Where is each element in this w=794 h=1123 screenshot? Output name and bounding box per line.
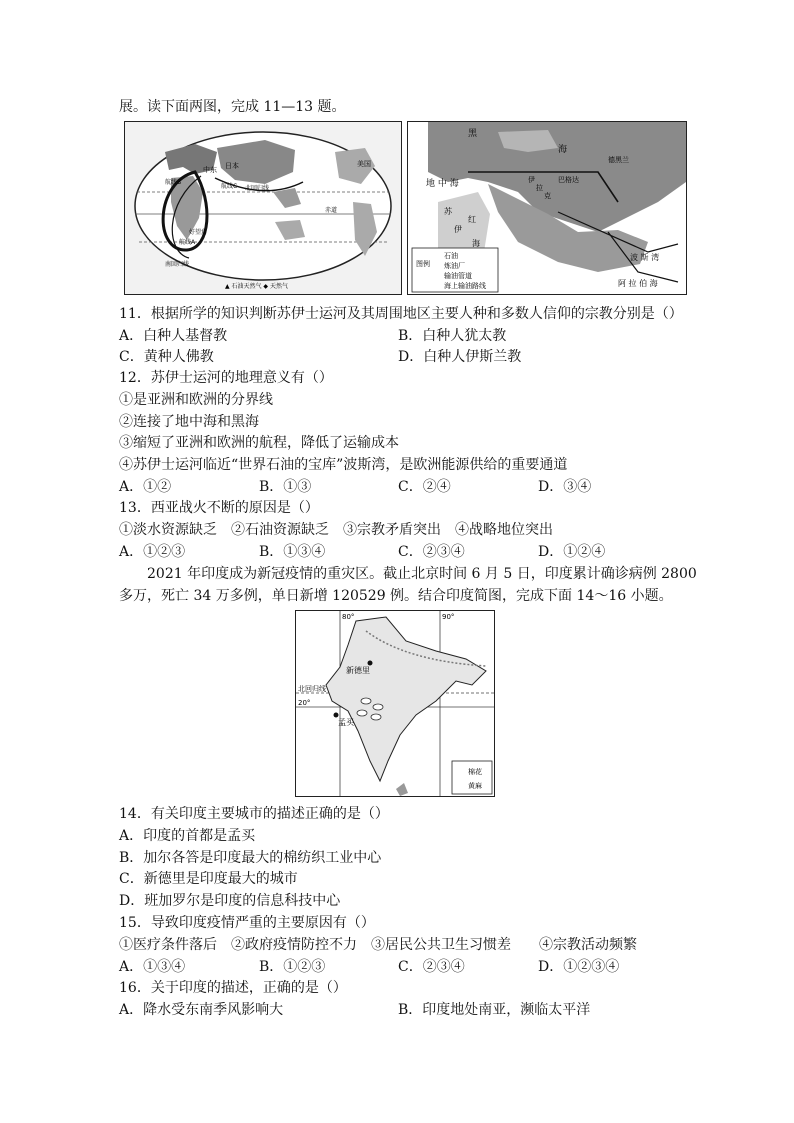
world-map-label: 赤道 xyxy=(325,207,338,214)
q15-option-d[interactable]: D．①②③④ xyxy=(538,959,620,975)
world-map-legend: ▲ 石油天然气 ◆ 天然气 xyxy=(225,283,288,290)
q11-option-a[interactable]: A．白种人基督教 xyxy=(119,328,228,344)
world-map-label: 好望角 xyxy=(189,229,208,236)
india-map-label: 80° xyxy=(342,613,355,621)
india-map-label: 北回归线 xyxy=(298,685,326,693)
middle-east-legend-item: 炼油厂 xyxy=(444,262,465,270)
q16-option-b[interactable]: B．印度地处南亚，濒临太平洋 xyxy=(398,1002,591,1018)
middle-east-label: 波 斯 湾 xyxy=(630,253,660,262)
middle-east-legend-item: 石油 xyxy=(444,252,458,260)
q12-item-1: ①是亚洲和欧洲的分界线 xyxy=(119,392,273,408)
world-map-label: 日本 xyxy=(225,162,239,170)
middle-east-label: 克 xyxy=(544,192,551,200)
q16-option-a[interactable]: A．降水受东南季风影响大 xyxy=(119,1002,284,1018)
q15-option-b[interactable]: B．①②③ xyxy=(259,959,326,975)
india-map-label: 孟买 xyxy=(338,718,354,727)
question-12-stem: 12．苏伊士运河的地理意义有（） xyxy=(119,370,333,386)
q14-option-a[interactable]: A．印度的首都是孟买 xyxy=(119,828,256,844)
middle-east-label: 海 xyxy=(472,239,480,248)
middle-east-label: 巴格达 xyxy=(558,176,579,184)
q13-option-d[interactable]: D．①②④ xyxy=(538,544,606,560)
middle-east-label: 黑 xyxy=(468,129,478,139)
india-map-label: 90° xyxy=(442,613,455,621)
middle-east-legend-item: 输油管道 xyxy=(444,272,472,280)
middle-east-label: 拉 xyxy=(536,184,543,192)
middle-east-label: 德黑兰 xyxy=(608,156,629,164)
q12-option-b[interactable]: B．①③ xyxy=(259,479,312,495)
question-13-stem: 13．西亚战火不断的原因是（） xyxy=(119,500,319,516)
q13-option-b[interactable]: B．①③④ xyxy=(259,544,326,560)
world-map-label: 南回归线 xyxy=(165,261,190,268)
middle-east-label: 苏 xyxy=(444,207,452,216)
world-map-label: 航线A xyxy=(179,239,196,246)
world-map-label: 美国 xyxy=(357,160,371,168)
india-map-legend: 棉花 xyxy=(468,768,482,776)
middle-east-map xyxy=(407,121,687,295)
q12-item-4: ④苏伊士运河临近“世界石油的宝库”波斯湾，是欧洲能源供给的重要通道 xyxy=(119,457,568,473)
world-map-label: 北回归线 xyxy=(245,185,270,192)
q13-option-a[interactable]: A．①②③ xyxy=(119,544,186,560)
india-map-legend: 黄麻 xyxy=(468,782,482,790)
middle-east-label: 阿 拉 伯 海 xyxy=(618,279,658,288)
middle-east-legend-item: 海上输油路线 xyxy=(444,282,486,290)
question-15-stem: 15．导致印度疫情严重的主要原因有（） xyxy=(119,915,375,931)
q11-option-c[interactable]: C．黄种人佛教 xyxy=(119,349,214,365)
q12-option-c[interactable]: C．②④ xyxy=(398,479,451,495)
q15-items: ①医疗条件落后 ②政府疫情防控不力 ③居民公共卫生习惯差 ④宗教活动频繁 xyxy=(119,937,637,953)
q12-option-a[interactable]: A．①② xyxy=(119,479,172,495)
q12-item-3: ③缩短了亚洲和欧洲的航程，降低了运输成本 xyxy=(119,435,399,451)
q13-items: ①淡水资源缺乏 ②石油资源缺乏 ③宗教矛盾突出 ④战略地位突出 xyxy=(119,522,553,538)
world-map xyxy=(124,121,402,295)
q11-option-b[interactable]: B．白种人犹太教 xyxy=(398,328,507,344)
passage-line-1: 2021 年印度成为新冠疫情的重灾区。截止北京时间 6 月 5 日，印度累计确诊病例 2800 xyxy=(147,566,697,582)
india-map xyxy=(295,610,495,797)
q13-option-c[interactable]: C．②③④ xyxy=(398,544,465,560)
question-11-stem: 11．根据所学的知识判断苏伊士运河及其周围地区主要人种和多数人信仰的宗教分别是（） xyxy=(119,306,683,322)
q12-item-2: ②连接了地中海和黑海 xyxy=(119,414,259,430)
q12-option-d[interactable]: D．③④ xyxy=(538,479,592,495)
q15-option-c[interactable]: C．②③④ xyxy=(398,959,465,975)
middle-east-label: 红 xyxy=(468,215,476,224)
world-map-label: 中东 xyxy=(203,166,217,174)
question-16-stem: 16．关于印度的描述，正确的是（） xyxy=(119,980,347,996)
india-map-label: 新德里 xyxy=(346,666,370,675)
world-map-label: 航线B xyxy=(165,179,182,186)
q11-option-d[interactable]: D．白种人伊斯兰教 xyxy=(398,349,522,365)
middle-east-label: 海 xyxy=(558,145,568,155)
middle-east-legend-title: 图例 xyxy=(416,260,430,268)
middle-east-label: 伊 xyxy=(528,176,535,184)
q14-option-c[interactable]: C．新德里是印度最大的城市 xyxy=(119,871,298,887)
middle-east-label: 伊 xyxy=(454,225,462,234)
world-map-label: 航线C xyxy=(221,183,238,190)
q14-option-b[interactable]: B．加尔各答是印度最大的棉纺织工业中心 xyxy=(119,850,382,866)
india-map-label: 20° xyxy=(298,699,311,707)
q15-option-a[interactable]: A．①③④ xyxy=(119,959,186,975)
q14-option-d[interactable]: D．班加罗尔是印度的信息科技中心 xyxy=(119,893,341,909)
intro-line: 展。读下面两图，完成 11—13 题。 xyxy=(119,99,346,115)
question-14-stem: 14．有关印度主要城市的描述正确的是（） xyxy=(119,806,389,822)
passage-line-2: 多万，死亡 34 万多例，单日新增 120529 例。结合印度简图，完成下面 14～16 小题。 xyxy=(119,588,673,604)
middle-east-label: 地 中 海 xyxy=(426,179,459,189)
